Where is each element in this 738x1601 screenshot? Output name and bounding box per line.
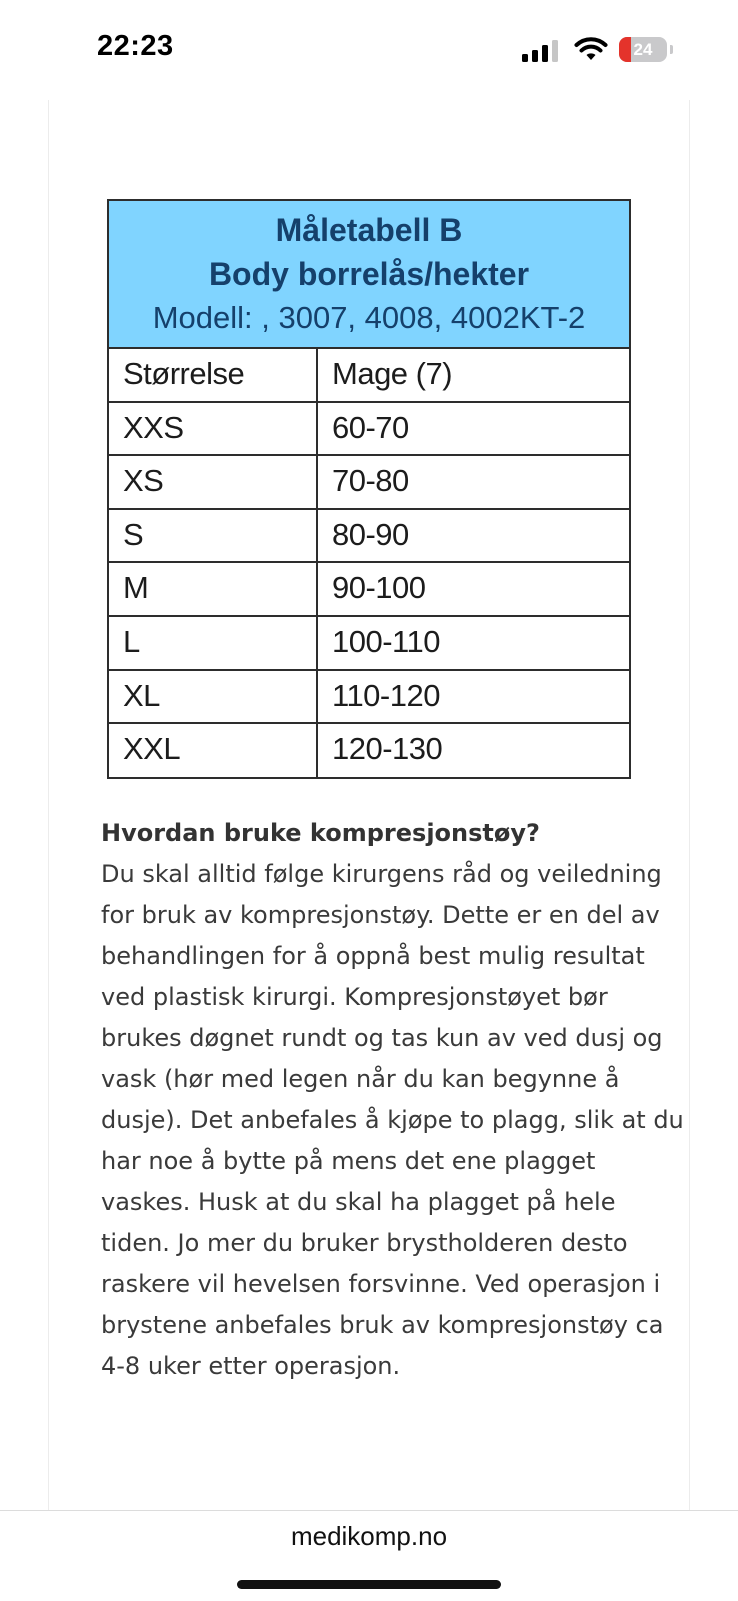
- home-indicator[interactable]: [237, 1580, 501, 1589]
- measure-cell: 120-130: [332, 731, 443, 767]
- table-row: [109, 671, 629, 725]
- table-row: [109, 510, 629, 564]
- measure-cell: 100-110: [332, 623, 440, 659]
- usage-section: [101, 813, 691, 1387]
- status-bar: [0, 0, 738, 100]
- size-cell: XXL: [109, 724, 318, 778]
- column-header-belly: Mage (7): [332, 356, 453, 391]
- table-header: [109, 201, 629, 349]
- measure-cell: 80-90: [332, 516, 409, 552]
- size-cell: XS: [109, 456, 318, 508]
- table-row: [109, 403, 629, 457]
- usage-paragraph: Du skal alltid følge kirurgens råd og veiledning for bruk av kompresjonstøy. Dette er en del av behandlingen for å oppnå best mulig resultat ved plastisk kirurgi. Kompresjonstøyet bør brukes døgnet rundt og tas kun av ved dusj og vask (hør med legen når du kan begynne å dusje). Det anbefales å kjøpe to plagg, slik at du har noe å bytte på mens det ene plagget vaskes. Husk at du skal ha plagget på hele tiden. Jo mer du bruker brystholderen desto raskere vil hevelsen forsvinne. Ved operasjon i brystene anbefales bruk av kompresjonstøy ca 4-8 uker etter operasjon.: [101, 860, 684, 1380]
- measure-cell: 110-120: [332, 677, 440, 713]
- measure-cell: 90-100: [332, 570, 426, 606]
- signal-icon: [522, 40, 560, 62]
- table-row: [109, 724, 629, 778]
- battery-cap: [670, 45, 673, 54]
- size-table: [107, 199, 631, 779]
- table-column-header-row: [109, 349, 629, 403]
- battery-icon: [619, 37, 667, 62]
- battery-level: 24: [633, 40, 653, 59]
- browser-address-bar[interactable]: [0, 1510, 738, 1601]
- size-cell: XXS: [109, 403, 318, 455]
- usage-heading: Hvordan bruke kompresjonstøy?: [101, 819, 540, 847]
- table-model: Modell: , 3007, 4008, 4002KT-2: [152, 300, 586, 335]
- size-cell: L: [109, 617, 318, 669]
- size-cell: M: [109, 563, 318, 615]
- size-cell: XL: [109, 671, 318, 723]
- table-subtitle: Body borrelås/hekter: [208, 256, 530, 292]
- url-text[interactable]: medikomp.no: [290, 1521, 448, 1551]
- column-header-size: Størrelse: [109, 349, 318, 401]
- status-time: 22:23: [97, 30, 174, 62]
- table-row: [109, 617, 629, 671]
- measure-cell: 60-70: [332, 409, 409, 445]
- measure-cell: 70-80: [332, 463, 409, 499]
- table-row: [109, 456, 629, 510]
- table-title: Måletabell B: [275, 212, 463, 248]
- size-cell: S: [109, 510, 318, 562]
- article-content: [48, 100, 690, 1510]
- wifi-icon: [574, 36, 608, 62]
- table-row: [109, 563, 629, 617]
